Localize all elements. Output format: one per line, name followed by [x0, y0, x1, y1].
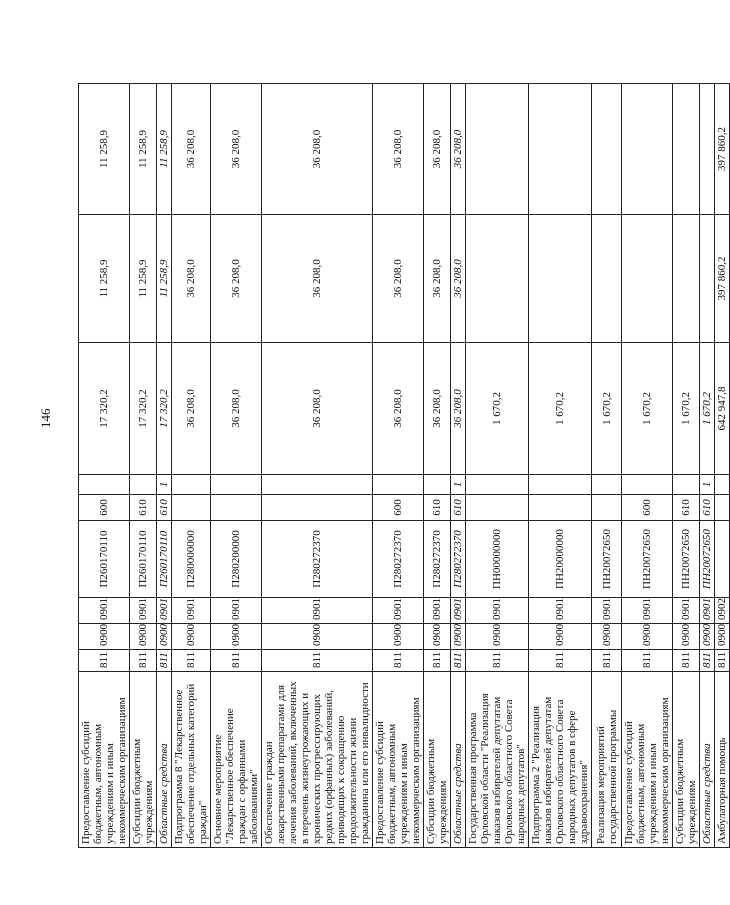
- amount-year3-cell: [529, 84, 592, 215]
- amount-year1-cell: 17 320,2: [79, 343, 130, 475]
- grbs-cell: 811: [262, 650, 373, 672]
- amount-year1-cell: 36 208,0: [211, 343, 262, 475]
- expense-type-cell: 610: [451, 495, 466, 521]
- name-cell: Предоставление субсидий бюджетным, автономным учреждениям и иным некоммерческим организациям: [622, 672, 673, 848]
- subsection-cell: 0901: [622, 598, 673, 624]
- amount-year1-cell: 17 320,2: [157, 343, 172, 475]
- funding-code-cell: [715, 475, 730, 495]
- table-row: [622, 84, 673, 848]
- table-row: [700, 84, 715, 848]
- name-cell: Обеспечение граждан лекарственными препаратами для лечения заболеваний, включенных в перечень жизнеугрожающих и хронических прогрессирующих редких (орфанных) заболеваний, приводящих к сокращению продолжительности жизни гражданина или его инвалидности: [262, 672, 373, 848]
- subsection-cell: 0901: [529, 598, 592, 624]
- funding-code-cell: [262, 475, 373, 495]
- table-body: [79, 84, 730, 848]
- amount-year2-cell: 11 258,9: [79, 215, 130, 343]
- table-row: [715, 84, 730, 848]
- amount-year2-cell: 11 258,9: [130, 215, 157, 343]
- amount-year2-cell: [700, 215, 715, 343]
- grbs-cell: 811: [592, 650, 622, 672]
- table-row: [262, 84, 373, 848]
- section-cell: 0900: [157, 624, 172, 650]
- amount-year1-cell: 1 670,2: [529, 343, 592, 475]
- name-cell: Предоставление субсидий бюджетным, автономным учреждениям и иным некоммерческим организациям: [79, 672, 130, 848]
- amount-year3-cell: 36 208,0: [172, 84, 211, 215]
- expense-type-cell: [262, 495, 373, 521]
- amount-year3-cell: 36 208,0: [451, 84, 466, 215]
- expense-type-cell: [172, 495, 211, 521]
- table-row: [673, 84, 700, 848]
- section-cell: 0900: [130, 624, 157, 650]
- amount-year3-cell: [466, 84, 529, 215]
- name-cell: Областные средства: [157, 672, 172, 848]
- target-article-cell: [715, 521, 730, 598]
- subsection-cell: 0901: [373, 598, 424, 624]
- target-article-cell: П280272370: [373, 521, 424, 598]
- amount-year1-cell: 1 670,2: [673, 343, 700, 475]
- section-cell: 0900: [715, 624, 730, 650]
- name-cell: Государственная программа Орловской области "Реализация наказов избирателей депутатам Орловского областного Совета народных депутатов": [466, 672, 529, 848]
- table-row: [211, 84, 262, 848]
- amount-year2-cell: 397 860,2: [715, 215, 730, 343]
- subsection-cell: 0901: [172, 598, 211, 624]
- expense-type-cell: 610: [130, 495, 157, 521]
- funding-code-cell: [622, 475, 673, 495]
- expense-type-cell: 610: [673, 495, 700, 521]
- section-cell: 0900: [451, 624, 466, 650]
- amount-year1-cell: 1 670,2: [700, 343, 715, 475]
- amount-year2-cell: [592, 215, 622, 343]
- section-cell: 0900: [373, 624, 424, 650]
- amount-year3-cell: 36 208,0: [211, 84, 262, 215]
- amount-year3-cell: [622, 84, 673, 215]
- name-cell: Субсидии бюджетным учреждениям: [424, 672, 451, 848]
- table-row: [424, 84, 451, 848]
- amount-year2-cell: 36 208,0: [451, 215, 466, 343]
- section-cell: 0900: [211, 624, 262, 650]
- subsection-cell: 0902: [715, 598, 730, 624]
- name-cell: Подпрограмма 2 "Реализация наказов избирателей депутатам Орловского областного Совета народных депутатов в сфере здравоохранения": [529, 672, 592, 848]
- amount-year1-cell: 36 208,0: [373, 343, 424, 475]
- funding-code-cell: [211, 475, 262, 495]
- expense-type-cell: 610: [700, 495, 715, 521]
- amount-year2-cell: [622, 215, 673, 343]
- funding-code-cell: [673, 475, 700, 495]
- funding-code-cell: [373, 475, 424, 495]
- amount-year3-cell: [592, 84, 622, 215]
- funding-code-cell: [424, 475, 451, 495]
- target-article-cell: П280272370: [262, 521, 373, 598]
- amount-year3-cell: 36 208,0: [262, 84, 373, 215]
- funding-code-cell: [529, 475, 592, 495]
- subsection-cell: 0901: [700, 598, 715, 624]
- name-cell: Областные средства: [700, 672, 715, 848]
- grbs-cell: 811: [622, 650, 673, 672]
- table-row: [529, 84, 592, 848]
- target-article-cell: П280272370: [451, 521, 466, 598]
- section-cell: 0900: [622, 624, 673, 650]
- subsection-cell: 0901: [451, 598, 466, 624]
- section-cell: 0900: [79, 624, 130, 650]
- amount-year1-cell: 1 670,2: [466, 343, 529, 475]
- expense-type-cell: 610: [424, 495, 451, 521]
- grbs-cell: 811: [715, 650, 730, 672]
- funding-code-cell: 1: [157, 475, 172, 495]
- table-row: [466, 84, 529, 848]
- expense-type-cell: [592, 495, 622, 521]
- amount-year1-cell: 36 208,0: [172, 343, 211, 475]
- grbs-cell: 811: [373, 650, 424, 672]
- table-row: [373, 84, 424, 848]
- amount-year3-cell: 36 208,0: [424, 84, 451, 215]
- subsection-cell: 0901: [157, 598, 172, 624]
- table-row: [172, 84, 211, 848]
- table-row: [451, 84, 466, 848]
- subsection-cell: 0901: [130, 598, 157, 624]
- amount-year2-cell: [673, 215, 700, 343]
- table-row: [592, 84, 622, 848]
- amount-year1-cell: 17 320,2: [130, 343, 157, 475]
- page-number: 146: [38, 408, 53, 428]
- name-cell: Субсидии бюджетным учреждениям: [673, 672, 700, 848]
- expense-type-cell: 600: [373, 495, 424, 521]
- funding-code-cell: [466, 475, 529, 495]
- target-article-cell: П280272370: [424, 521, 451, 598]
- section-cell: 0900: [700, 624, 715, 650]
- name-cell: Предоставление субсидий бюджетным, автономным учреждениям и иным некоммерческим организациям: [373, 672, 424, 848]
- target-article-cell: П260170110: [157, 521, 172, 598]
- funding-code-cell: 1: [700, 475, 715, 495]
- amount-year3-cell: [673, 84, 700, 215]
- section-cell: 0900: [673, 624, 700, 650]
- grbs-cell: 811: [673, 650, 700, 672]
- funding-code-cell: [79, 475, 130, 495]
- amount-year2-cell: [529, 215, 592, 343]
- rotated-page: [78, 84, 728, 848]
- amount-year1-cell: 1 670,2: [622, 343, 673, 475]
- name-cell: Подпрограмма 8 "Лекарственное обеспечение отдельных категорий граждан": [172, 672, 211, 848]
- amount-year3-cell: 36 208,0: [373, 84, 424, 215]
- subsection-cell: 0901: [79, 598, 130, 624]
- amount-year2-cell: 11 258,9: [157, 215, 172, 343]
- grbs-cell: 811: [172, 650, 211, 672]
- grbs-cell: 811: [424, 650, 451, 672]
- amount-year1-cell: 36 208,0: [451, 343, 466, 475]
- expense-type-cell: 600: [622, 495, 673, 521]
- expense-type-cell: 600: [79, 495, 130, 521]
- amount-year3-cell: 11 258,9: [79, 84, 130, 215]
- target-article-cell: ПН20072650: [700, 521, 715, 598]
- grbs-cell: 811: [700, 650, 715, 672]
- subsection-cell: 0901: [466, 598, 529, 624]
- funding-code-cell: [592, 475, 622, 495]
- amount-year3-cell: 397 860,2: [715, 84, 730, 215]
- name-cell: Амбулаторная помощь: [715, 672, 730, 848]
- subsection-cell: 0901: [262, 598, 373, 624]
- target-article-cell: ПН20072650: [673, 521, 700, 598]
- grbs-cell: 811: [79, 650, 130, 672]
- grbs-cell: 811: [451, 650, 466, 672]
- name-cell: Областные средства: [451, 672, 466, 848]
- subsection-cell: 0901: [673, 598, 700, 624]
- target-article-cell: П280000000: [172, 521, 211, 598]
- amount-year2-cell: 36 208,0: [373, 215, 424, 343]
- target-article-cell: П260170110: [130, 521, 157, 598]
- amount-year2-cell: [466, 215, 529, 343]
- grbs-cell: 811: [466, 650, 529, 672]
- target-article-cell: ПН20000000: [529, 521, 592, 598]
- grbs-cell: 811: [130, 650, 157, 672]
- table-row: [157, 84, 172, 848]
- grbs-cell: 811: [211, 650, 262, 672]
- section-cell: 0900: [466, 624, 529, 650]
- budget-table: [78, 83, 730, 848]
- section-cell: 0900: [172, 624, 211, 650]
- amount-year2-cell: 36 208,0: [172, 215, 211, 343]
- target-article-cell: ПН20072650: [622, 521, 673, 598]
- amount-year2-cell: 36 208,0: [424, 215, 451, 343]
- name-cell: Субсидии бюджетным учреждениям: [130, 672, 157, 848]
- amount-year3-cell: 11 258,9: [130, 84, 157, 215]
- name-cell: Основное мероприятие "Лекарственное обеспечение граждан с орфанными заболеваниями": [211, 672, 262, 848]
- subsection-cell: 0901: [211, 598, 262, 624]
- table-row: [130, 84, 157, 848]
- target-article-cell: П260170110: [79, 521, 130, 598]
- section-cell: 0900: [529, 624, 592, 650]
- amount-year1-cell: 36 208,0: [262, 343, 373, 475]
- amount-year1-cell: 1 670,2: [592, 343, 622, 475]
- amount-year3-cell: [700, 84, 715, 215]
- funding-code-cell: [172, 475, 211, 495]
- subsection-cell: 0901: [592, 598, 622, 624]
- expense-type-cell: [211, 495, 262, 521]
- expense-type-cell: 610: [157, 495, 172, 521]
- amount-year3-cell: 11 258,9: [157, 84, 172, 215]
- section-cell: 0900: [262, 624, 373, 650]
- section-cell: 0900: [592, 624, 622, 650]
- expense-type-cell: [715, 495, 730, 521]
- expense-type-cell: [466, 495, 529, 521]
- section-cell: 0900: [424, 624, 451, 650]
- grbs-cell: 811: [157, 650, 172, 672]
- funding-code-cell: 1: [451, 475, 466, 495]
- target-article-cell: ПН00000000: [466, 521, 529, 598]
- amount-year1-cell: 36 208,0: [424, 343, 451, 475]
- subsection-cell: 0901: [424, 598, 451, 624]
- amount-year2-cell: 36 208,0: [211, 215, 262, 343]
- table-row: [79, 84, 130, 848]
- amount-year2-cell: 36 208,0: [262, 215, 373, 343]
- funding-code-cell: [130, 475, 157, 495]
- target-article-cell: П280200000: [211, 521, 262, 598]
- expense-type-cell: [529, 495, 592, 521]
- amount-year1-cell: 642 947,8: [715, 343, 730, 475]
- grbs-cell: 811: [529, 650, 592, 672]
- name-cell: Реализация мероприятий государственной программы: [592, 672, 622, 848]
- target-article-cell: ПН20072650: [592, 521, 622, 598]
